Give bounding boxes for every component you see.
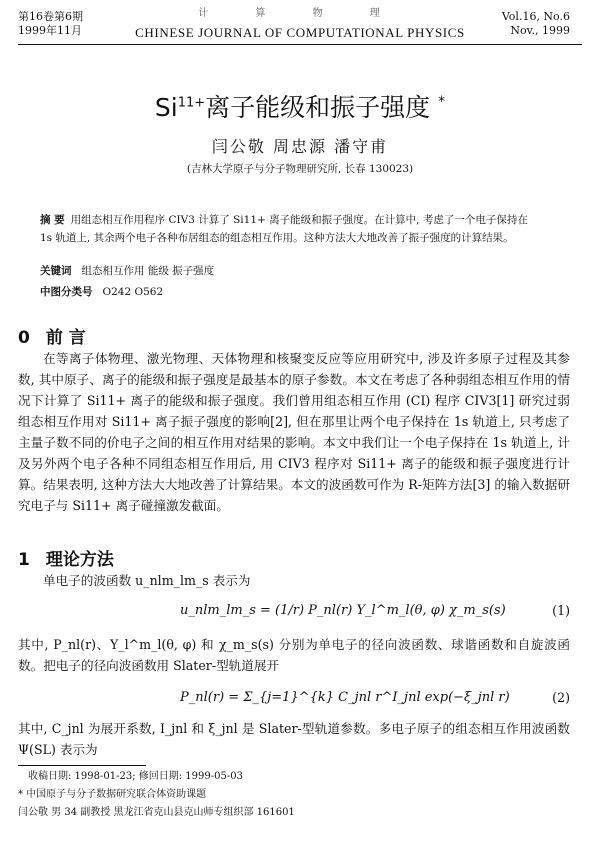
paragraph-after-eq2: 其中, C_jnl 为展开系数, I_jnl 和 ξ_jnl 是 Slater-型轨道参数。多电子原子的组态相互作用波函数 Ψ(SL) 表示为 <box>18 721 570 757</box>
footnote-received: 收稿日期: 1998-01-23; 修回日期: 1999-05-03 <box>28 771 243 782</box>
title-charge: 11+ <box>177 95 206 111</box>
section-number: 0 <box>18 328 30 348</box>
journal-issue-en <box>502 10 570 38</box>
classification-text: O242 O562 <box>102 286 164 298</box>
date-cn: 1999年11月 <box>18 24 82 37</box>
journal-name-en: CHINESE JOURNAL OF COMPUTATIONAL PHYSICS <box>135 25 465 40</box>
section-title: 前 言 <box>45 328 86 348</box>
equation-2-number: (2) <box>552 690 570 705</box>
authors: 闫公敬 周忠源 潘守甫 <box>211 137 389 156</box>
footnote-rule <box>18 765 146 766</box>
equation-2: P_nl(r) = Σ_{j=1}^{k} C_jnl r^I_jnl exp(−ξ_jnl r) <box>180 690 510 705</box>
section-heading-1 <box>18 545 114 570</box>
classification-label: 中图分类号 <box>40 286 93 298</box>
paper-title <box>0 88 600 124</box>
classification <box>40 284 540 299</box>
keywords-label: 关键词 <box>40 265 72 277</box>
abstract <box>40 211 540 247</box>
single-electron-line: 单电子的波函数 u_nlm_lm_s 表示为 <box>43 573 251 588</box>
volume-issue-en: Vol.16, No.6 <box>501 10 570 23</box>
affiliation: (吉林大学原子与分子物理研究所, 长春 130023) <box>186 163 414 175</box>
title-element: Si <box>154 93 178 122</box>
intro-paragraph: 在等离子体物理、激光物理、天体物理和核聚变反应等应用研究中, 涉及许多原子过程及其参数, 其中原子、离子的能级和振子强度是最基本的原子参数。本文在考虑了各种弱组态相互作用的情况下计算了 Si11+ 离子的能级和振子强度。我们曾用组态相互作用 (CI) 程序 CIV3[1] 研究过弱组态相互作用对 Si11+ 离子振子强度的影响[2], 但在那里让两个电子保持在 1s 轨道上, 只考虑了主量子数不同的价电子之间的相互作用对结果的影响。本文中我们让一个电子保持在 1s 轨道上, 计及另外两个电子各种不同组态相互作用后, 用 CIV3 程序对 Si11+ 离子的能级和振子强度进行计算。结果表明, 这种方法大大地改善了计算结果。本文的波函数可作为 R-矩阵方法[3] 的输入数据研究电子与 Si11+ 离子碰撞激发截面。 <box>18 351 570 513</box>
section-title: 理论方法 <box>45 550 114 570</box>
section-number: 1 <box>18 550 30 570</box>
title-text: 离子能级和振子强度 <box>205 93 431 122</box>
date-en: Nov., 1999 <box>510 24 570 37</box>
abstract-label: 摘 要 <box>40 214 65 226</box>
equation-1-number: (1) <box>552 603 570 618</box>
header-rule <box>18 44 582 45</box>
footnote-fund: * 中国原子与分子数据研究联合体资助课题 <box>18 789 207 800</box>
paragraph-after-eq1: 其中, P_nl(r)、Y_l^m_l(θ, φ) 和 χ_m_s(s) 分别为单电子的径向波函数、球谐函数和自旋波函数。把电子的径向波函数用 Slater-型轨道展开 <box>18 637 570 673</box>
footnote-author: 闫公敬 男 34 副教授 黑龙江省克山县克山师专组织部 161601 <box>18 807 295 818</box>
title-footnote-mark: * <box>438 94 446 110</box>
equation-1: u_nlm_lm_s = (1/r) P_nl(r) Y_l^m_l(θ, φ) χ_m_s(s) <box>180 603 506 618</box>
keywords-text: 组态相互作用 能级 振子强度 <box>81 265 215 277</box>
journal-name-cn: 计 算 物 理 <box>198 8 402 19</box>
section-heading-0 <box>18 323 86 348</box>
volume-issue-cn: 第16卷第6期 <box>18 10 83 23</box>
keywords <box>40 263 540 278</box>
abstract-text: 用组态相互作用程序 CIV3 计算了 Si11+ 离子能级和振子强度。在计算中, 考虑了一个电子保持在 1s 轨道上, 其余两个电子各种布居组态的组态相互作用。这种方法大大地改善了振子强度的计算结果。 <box>40 214 528 244</box>
